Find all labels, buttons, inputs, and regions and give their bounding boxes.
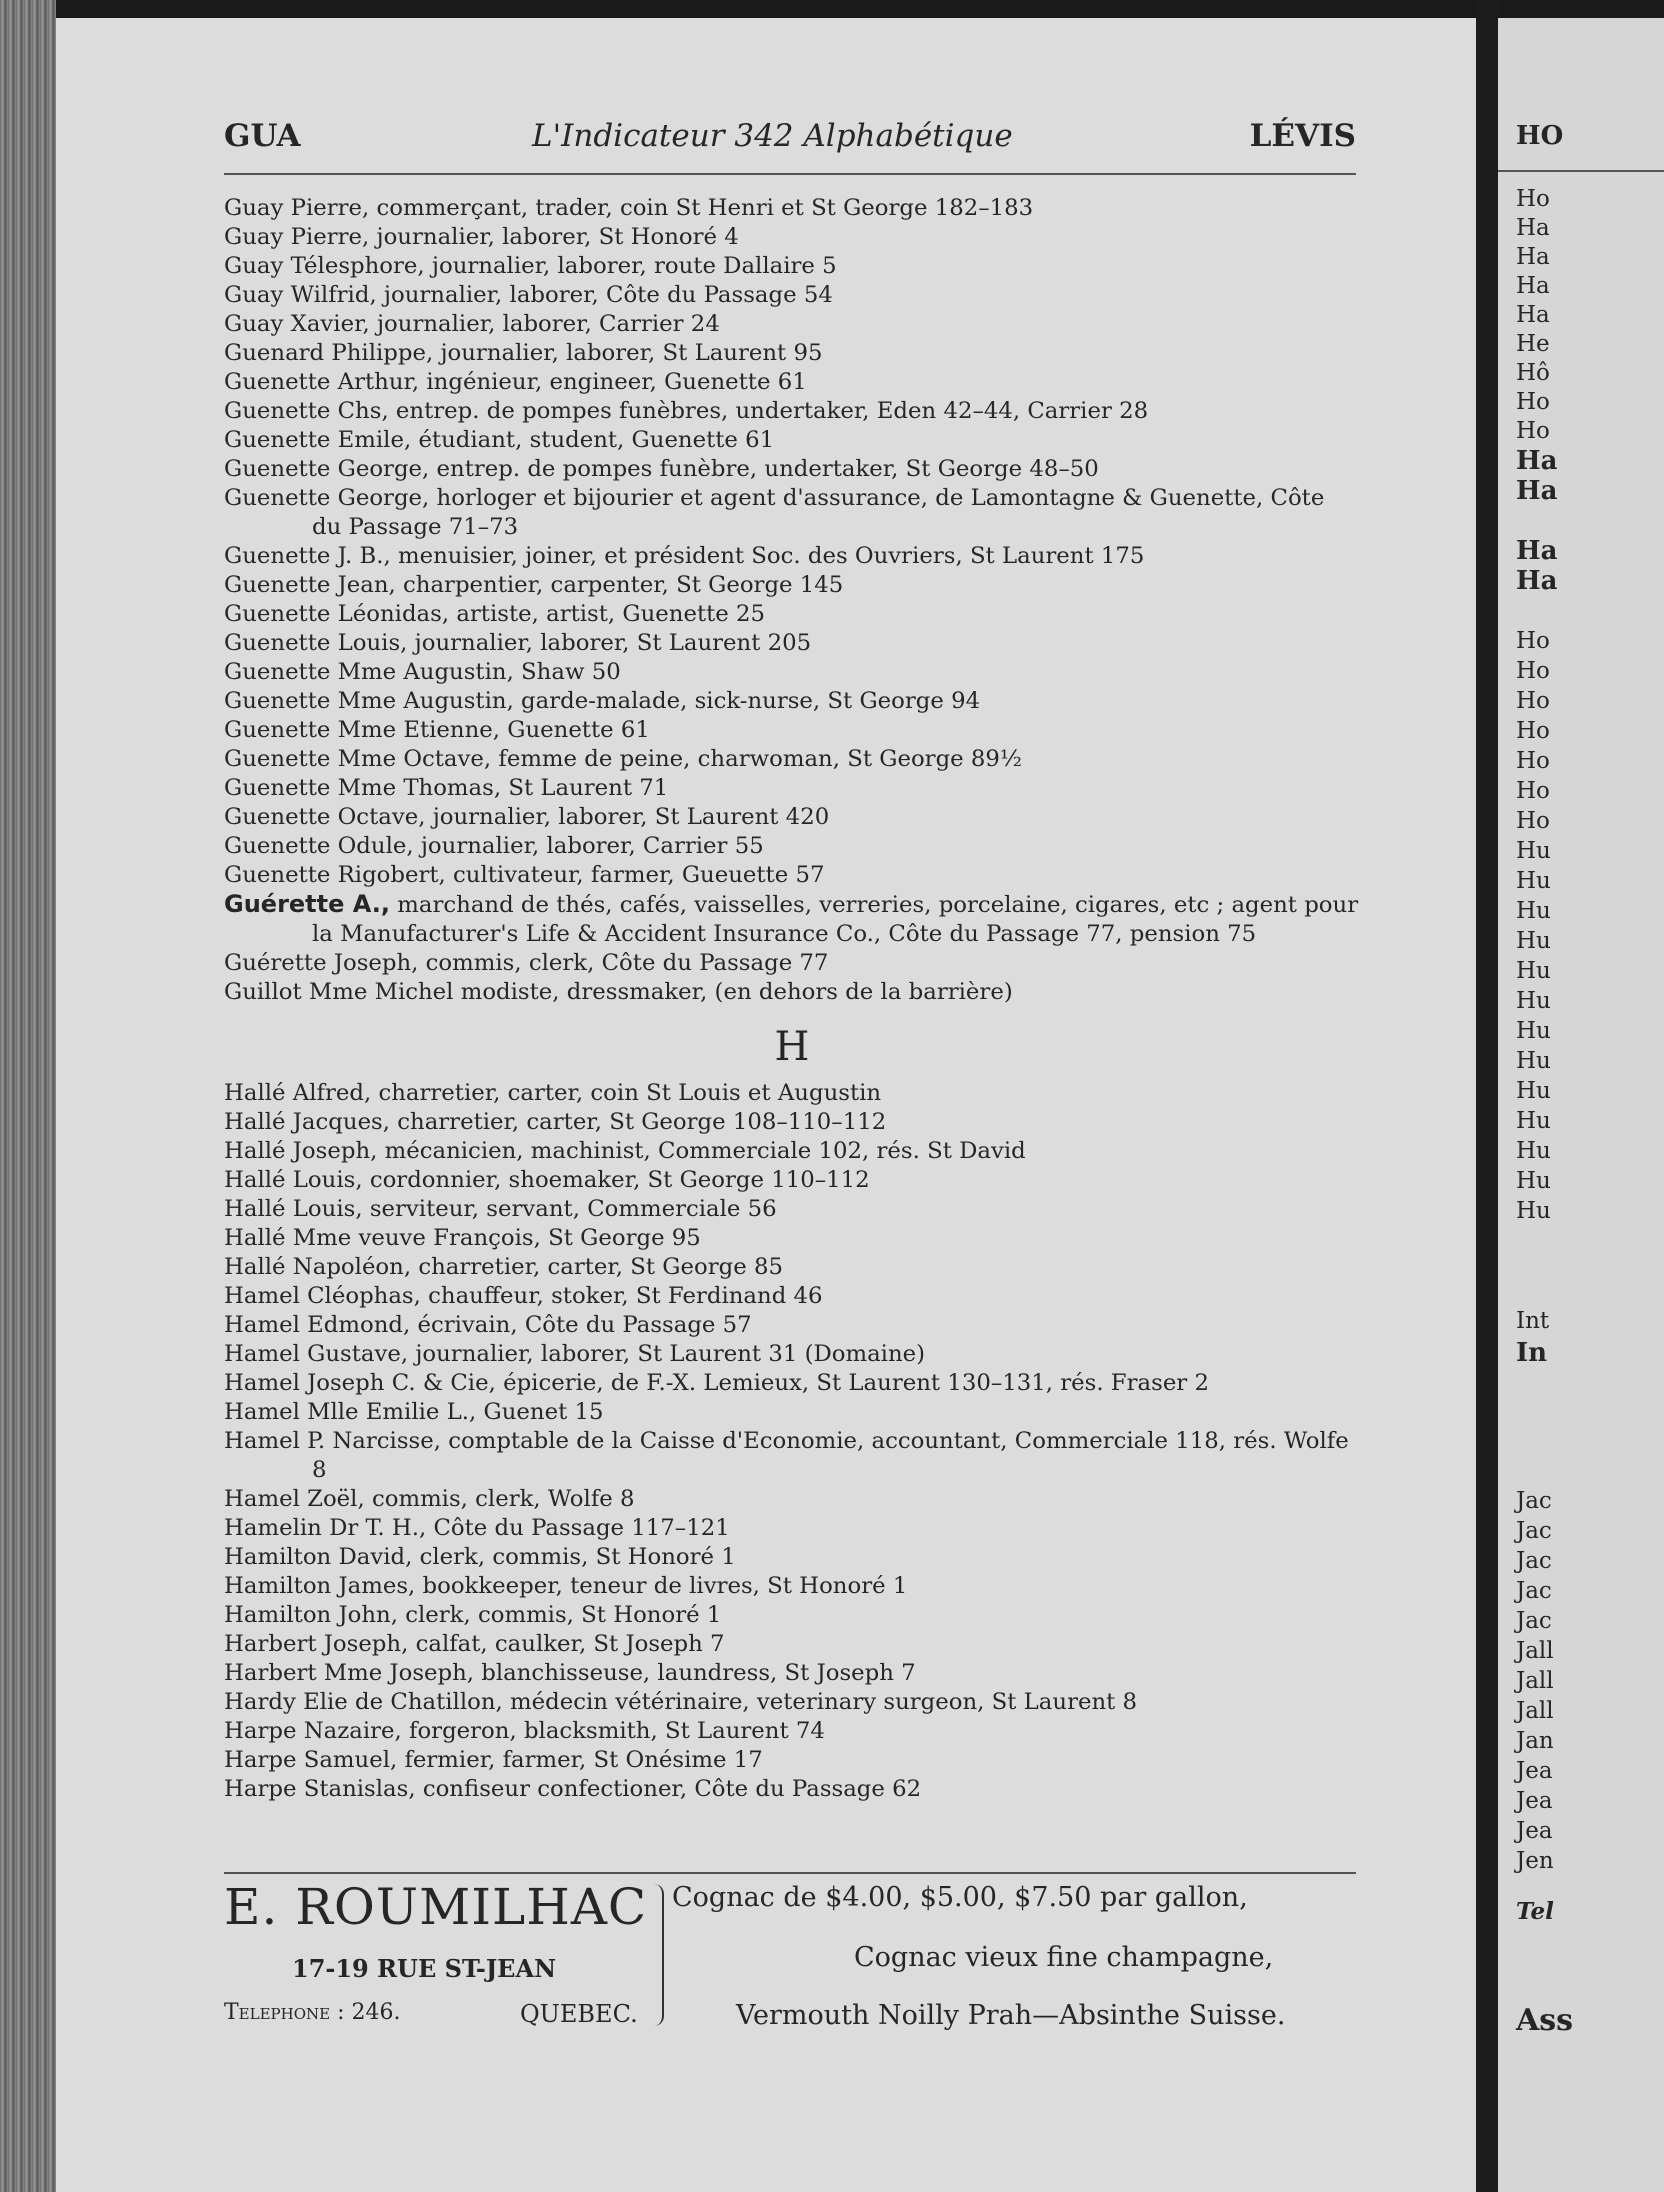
header-right: LÉVIS — [1249, 118, 1356, 154]
directory-entry: Harpe Stanislas, confiseur confectioner, Côte du Passage 62 — [224, 1776, 922, 1802]
directory-entry: Hamel Joseph C. & Cie, épicerie, de F.-X. Lemieux, St Laurent 130–131, rés. Fraser 2 — [224, 1370, 1209, 1396]
right-fragment: Ho — [1516, 628, 1550, 654]
right-page — [1498, 18, 1664, 2192]
right-fragment: Int — [1516, 1308, 1550, 1334]
directory-entry: Guenette Chs, entrep. de pompes funèbres, undertaker, Eden 42–44, Carrier 28 — [224, 398, 1149, 424]
entry-name-bold: Guérette A., — [224, 890, 391, 918]
directory-entry: Guenette Léonidas, artiste, artist, Guenette 25 — [224, 601, 766, 627]
directory-entry: Hamilton James, bookkeeper, teneur de livres, St Honoré 1 — [224, 1573, 908, 1599]
directory-entry: Guenette Jean, charpentier, carpenter, St George 145 — [224, 572, 844, 598]
right-fragment: Hu — [1516, 1108, 1551, 1134]
directory-entry: Harbert Mme Joseph, blanchisseuse, laundress, St Joseph 7 — [224, 1660, 916, 1686]
ad-merchant-name: E. ROUMILHAC — [224, 1878, 648, 1936]
right-fragment: Ho — [1516, 748, 1550, 774]
directory-entry: Harpe Nazaire, forgeron, blacksmith, St Laurent 74 — [224, 1718, 825, 1744]
entries-h — [224, 1079, 1360, 1804]
right-fragment: Jac — [1516, 1608, 1552, 1634]
directory-entry: Guenette Mme Augustin, garde-malade, sick-nurse, St George 94 — [224, 688, 981, 714]
entry-guerette — [224, 890, 1360, 949]
directory-entry: Hallé Mme veuve François, St George 95 — [224, 1225, 701, 1251]
directory-entry: Guenette Arthur, ingénieur, engineer, Guenette 61 — [224, 369, 807, 395]
directory-entry: Guenette Mme Octave, femme de peine, charwoman, St George 89½ — [224, 746, 1023, 772]
ad-line-3: Vermouth Noilly Prah—Absinthe Suisse. — [736, 2000, 1286, 2031]
directory-entry: Guay Pierre, journalier, laborer, St Honoré 4 — [224, 224, 739, 250]
directory-entry: Harpe Samuel, fermier, farmer, St Onésime 17 — [224, 1747, 763, 1773]
directory-entry: Hamel P. Narcisse, comptable de la Caisse d'Economie, accountant, Commerciale 118, rés. Wolfe 8 — [224, 1428, 1349, 1483]
directory-entries — [224, 194, 1360, 1804]
right-fragment: Jac — [1516, 1488, 1552, 1514]
directory-entry: Hallé Louis, cordonnier, shoemaker, St George 110–112 — [224, 1167, 870, 1193]
right-fragment: Jall — [1516, 1668, 1554, 1694]
directory-entry: Guenette Mme Etienne, Guenette 61 — [224, 717, 650, 743]
right-fragment: Ass — [1516, 2003, 1574, 2038]
page-gutter — [1476, 0, 1498, 2192]
right-fragment: Hu — [1516, 1198, 1551, 1224]
right-header-fragment: HO — [1516, 121, 1564, 151]
directory-entry: Hamilton John, clerk, commis, St Honoré 1 — [224, 1602, 722, 1628]
right-fragment: Hu — [1516, 1018, 1551, 1044]
ad-line-2: Cognac vieux fine champagne, — [854, 1942, 1274, 1973]
right-fragment: Ho — [1516, 186, 1550, 212]
directory-entry: Guenette Emile, étudiant, student, Guenette 61 — [224, 427, 775, 453]
directory-entry: Guenette Louis, journalier, laborer, St Laurent 205 — [224, 630, 812, 656]
right-fragment: Ha — [1516, 536, 1558, 566]
directory-entry: Hallé Napoléon, charretier, carter, St George 85 — [224, 1254, 783, 1280]
right-fragment: Jea — [1516, 1818, 1553, 1844]
header-center: L'Indicateur 342 Alphabétique — [532, 118, 1013, 154]
directory-entry: Guenette J. B., menuisier, joiner, et président Soc. des Ouvriers, St Laurent 175 — [224, 543, 1145, 569]
directory-entry: Guenette Octave, journalier, laborer, St Laurent 420 — [224, 804, 830, 830]
right-fragment: Ha — [1516, 215, 1550, 241]
right-fragment: Hu — [1516, 1168, 1551, 1194]
ad-line-1: Cognac de $4.00, $5.00, $7.50 par gallon, — [672, 1882, 1248, 1913]
right-fragment: Hu — [1516, 1138, 1551, 1164]
ad-top-rule — [224, 1872, 1356, 1874]
right-fragment: Hu — [1516, 958, 1551, 984]
right-fragment: Ha — [1516, 273, 1550, 299]
directory-entry: Hallé Joseph, mécanicien, machinist, Commerciale 102, rés. St David — [224, 1138, 1026, 1164]
directory-entry: Hamelin Dr T. H., Côte du Passage 117–121 — [224, 1515, 730, 1541]
directory-entry: Guay Xavier, journalier, laborer, Carrier 24 — [224, 311, 720, 337]
right-fragment: Jac — [1516, 1518, 1552, 1544]
ad-telephone: Telephone : 246. — [224, 2000, 401, 2025]
directory-entry: Guay Télesphore, journalier, laborer, route Dallaire 5 — [224, 253, 837, 279]
right-fragment: Ho — [1516, 808, 1550, 834]
right-fragment: Hu — [1516, 928, 1551, 954]
advertisement — [224, 1878, 1360, 2031]
right-fragment: Hô — [1516, 360, 1550, 386]
directory-entry: Hallé Jacques, charretier, carter, St George 108–110–112 — [224, 1109, 887, 1135]
right-fragment: Ho — [1516, 718, 1550, 744]
right-fragment: Hu — [1516, 868, 1551, 894]
right-fragment: Jea — [1516, 1758, 1553, 1784]
right-fragment: Ha — [1516, 566, 1558, 596]
directory-entry: Hardy Elie de Chatillon, médecin vétérinaire, veterinary surgeon, St Laurent 8 — [224, 1689, 1138, 1715]
directory-entry: Hallé Louis, serviteur, servant, Commerciale 56 — [224, 1196, 777, 1222]
book-spine — [0, 0, 56, 2192]
right-fragment: In — [1516, 1338, 1548, 1368]
directory-entry: Hamilton David, clerk, commis, St Honoré 1 — [224, 1544, 736, 1570]
entries-g — [224, 194, 1360, 890]
right-fragment: Jac — [1516, 1548, 1552, 1574]
right-fragment: Ho — [1516, 418, 1550, 444]
directory-entry: Hallé Alfred, charretier, carter, coin St Louis et Augustin — [224, 1080, 882, 1106]
right-fragment: Jan — [1516, 1728, 1554, 1754]
right-fragment: Ho — [1516, 778, 1550, 804]
right-fragment: He — [1516, 331, 1550, 357]
directory-entry: Guay Wilfrid, journalier, laborer, Côte du Passage 54 — [224, 282, 833, 308]
entries-g2 — [224, 949, 1360, 1007]
directory-entry: Harbert Joseph, calfat, caulker, St Joseph 7 — [224, 1631, 725, 1657]
right-fragment: Ho — [1516, 688, 1550, 714]
ad-city: QUEBEC. — [520, 2000, 638, 2028]
right-fragment: Hu — [1516, 838, 1551, 864]
directory-entry: Guay Pierre, commerçant, trader, coin St Henri et St George 182–183 — [224, 195, 1034, 221]
directory-entry: Hamel Gustave, journalier, laborer, St Laurent 31 (Domaine) — [224, 1341, 926, 1367]
right-header-rule — [1498, 170, 1664, 172]
section-letter-h: H — [774, 1024, 810, 1070]
directory-entry: Guenette George, horloger et bijourier et agent d'assurance, de Lamontagne & Guenette, Côte du Passage 71–73 — [224, 485, 1325, 540]
right-fragment: Ho — [1516, 658, 1550, 684]
directory-entry: Guenard Philippe, journalier, laborer, St Laurent 95 — [224, 340, 823, 366]
right-fragment: Ha — [1516, 476, 1558, 506]
header-rule — [224, 173, 1356, 175]
directory-entry: Guérette Joseph, commis, clerk, Côte du Passage 77 — [224, 950, 829, 976]
right-fragment: Jall — [1516, 1698, 1554, 1724]
directory-entry: Guenette Rigobert, cultivateur, farmer, Gueuette 57 — [224, 862, 825, 888]
right-fragment: Hu — [1516, 1048, 1551, 1074]
right-fragment: Jea — [1516, 1788, 1553, 1814]
directory-entry: Hamel Edmond, écrivain, Côte du Passage 57 — [224, 1312, 752, 1338]
right-fragment: Hu — [1516, 988, 1551, 1014]
right-fragment: Jall — [1516, 1638, 1554, 1664]
directory-entry: Guillot Mme Michel modiste, dressmaker, (en dehors de la barrière) — [224, 979, 1013, 1005]
directory-entry: Guenette George, entrep. de pompes funèbre, undertaker, St George 48–50 — [224, 456, 1099, 482]
directory-entry: Hamel Cléophas, chauffeur, stoker, St Ferdinand 46 — [224, 1283, 823, 1309]
right-fragment: Ha — [1516, 302, 1550, 328]
ad-brace — [652, 1884, 664, 2026]
ad-address: 17-19 RUE ST-JEAN — [292, 1954, 557, 1983]
right-fragment: Ha — [1516, 244, 1550, 270]
entry-text: marchand de thés, cafés, vaisselles, verreries, porcelaine, cigares, etc ; agent pour la Manufacturer's Life & Accident Insurance Co., Côte du Passage 77, pension 75 — [312, 892, 1359, 947]
running-header — [224, 118, 1356, 158]
directory-entry: Guenette Mme Thomas, St Laurent 71 — [224, 775, 669, 801]
directory-entry: Hamel Mlle Emilie L., Guenet 15 — [224, 1399, 604, 1425]
directory-entry: Hamel Zoël, commis, clerk, Wolfe 8 — [224, 1486, 635, 1512]
directory-entry: Guenette Mme Augustin, Shaw 50 — [224, 659, 621, 685]
directory-entry: Guenette Odule, journalier, laborer, Carrier 55 — [224, 833, 764, 859]
right-fragment: Tel — [1516, 1898, 1554, 1925]
right-fragment: Jen — [1516, 1848, 1554, 1874]
header-left: GUA — [224, 118, 301, 154]
right-fragment: Hu — [1516, 1078, 1551, 1104]
right-fragment: Ho — [1516, 389, 1550, 415]
right-fragment: Jac — [1516, 1578, 1552, 1604]
right-fragment: Hu — [1516, 898, 1551, 924]
right-fragment: Ha — [1516, 446, 1558, 476]
